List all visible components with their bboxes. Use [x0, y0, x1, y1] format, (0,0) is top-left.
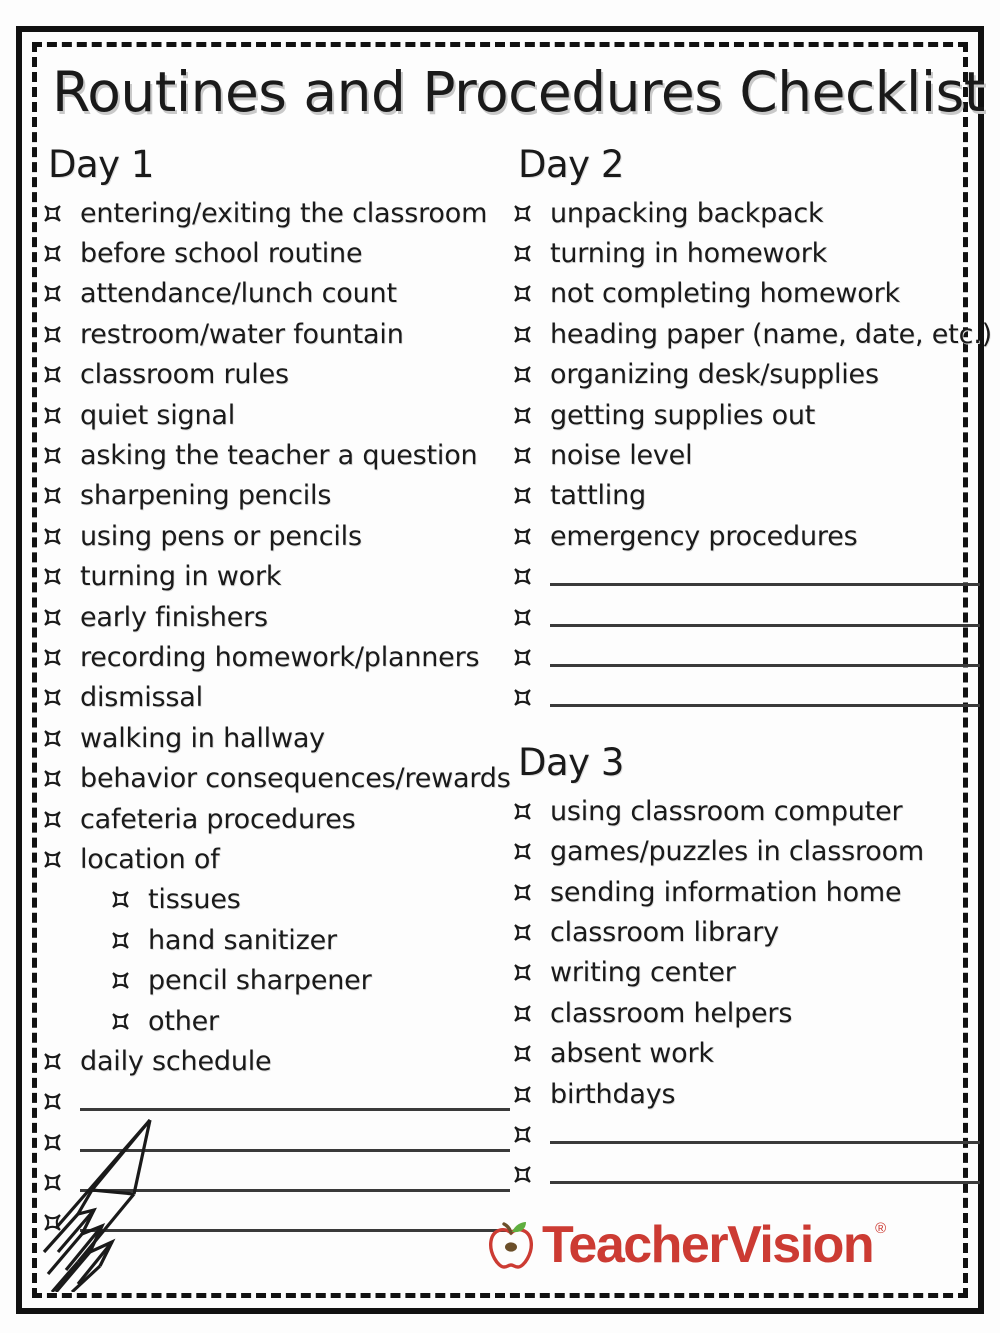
column-left: [44, 143, 514, 1243]
checklist-item-label: organizing desk/supplies: [550, 359, 879, 391]
checklist-item[interactable]: [514, 1033, 984, 1073]
checkbox-icon[interactable]: [44, 689, 61, 706]
checklist-item[interactable]: [514, 831, 984, 871]
checklist-item-label: walking in hallway: [80, 722, 325, 754]
write-in-row[interactable]: [44, 1122, 514, 1162]
checklist-item-label: birthdays: [550, 1078, 676, 1110]
write-in-row[interactable]: [44, 1162, 514, 1202]
checkbox-icon[interactable]: [44, 487, 61, 504]
section-heading-day-3: Day 3: [518, 741, 624, 785]
checklist-item-label: classroom rules: [80, 359, 289, 391]
section-heading-day-1: Day 1: [48, 143, 154, 186]
checkbox-icon[interactable]: [44, 285, 61, 302]
checkbox-icon[interactable]: [514, 843, 531, 860]
checkbox-icon[interactable]: [44, 811, 61, 828]
checklist-item-label: recording homework/planners: [80, 641, 480, 673]
checklist-item-label: using pens or pencils: [80, 520, 362, 552]
checklist-item[interactable]: [44, 193, 514, 233]
checklist-item[interactable]: [44, 1001, 514, 1041]
checkbox-icon[interactable]: [514, 803, 531, 820]
checklist-item[interactable]: [514, 872, 984, 912]
write-in-line[interactable]: [550, 1181, 980, 1184]
checkbox-icon[interactable]: [44, 447, 61, 464]
write-in-line[interactable]: [550, 664, 980, 667]
checklist-item-label: games/puzzles in classroom: [550, 836, 924, 868]
checklist-item-label: location of: [80, 843, 220, 875]
write-in-row[interactable]: [514, 1114, 984, 1154]
checklist-item-label: hand sanitizer: [148, 924, 337, 956]
checklist-item[interactable]: [44, 435, 514, 475]
checkbox-icon[interactable]: [44, 609, 61, 626]
checkbox-icon[interactable]: [44, 1174, 61, 1191]
write-in-line[interactable]: [80, 1229, 510, 1232]
checklist-item-label: dismissal: [80, 682, 203, 714]
checkbox-icon[interactable]: [44, 1053, 61, 1070]
checklist-item-label: sharpening pencils: [80, 480, 332, 512]
checklist-item-label: cafeteria procedures: [80, 803, 356, 835]
checkbox-icon[interactable]: [514, 285, 531, 302]
checklist-item-label: using classroom computer: [550, 795, 903, 827]
logo-wordmark: TeacherVision: [542, 1216, 874, 1274]
checklist-item[interactable]: [44, 839, 514, 879]
checkbox-icon[interactable]: [112, 1013, 129, 1030]
checkbox-icon[interactable]: [514, 407, 531, 424]
write-in-row[interactable]: [514, 637, 984, 677]
write-in-line[interactable]: [550, 1141, 980, 1144]
checklist-item-label: sending information home: [550, 876, 902, 908]
checklist-item-label: getting supplies out: [550, 399, 816, 431]
checklist-item[interactable]: [44, 799, 514, 839]
page-title: Routines and Procedures Checklist: [52, 60, 985, 124]
checklist-item[interactable]: [44, 395, 514, 435]
checklist-item[interactable]: [44, 960, 514, 1000]
checklist-item[interactable]: [514, 233, 984, 273]
checklist-item[interactable]: [44, 637, 514, 677]
checklist: [44, 193, 514, 1243]
write-in-line[interactable]: [550, 583, 980, 586]
write-in-line[interactable]: [80, 1149, 510, 1152]
write-in-line[interactable]: [80, 1108, 510, 1111]
write-in-row[interactable]: [44, 1203, 514, 1243]
checkbox-icon[interactable]: [44, 649, 61, 666]
checkbox-icon[interactable]: [44, 366, 61, 383]
teachervision-logo: [482, 1214, 886, 1276]
checklist-item[interactable]: [44, 355, 514, 395]
checkbox-icon[interactable]: [44, 1214, 61, 1231]
checkbox-icon[interactable]: [514, 924, 531, 941]
checkbox-icon[interactable]: [44, 568, 61, 585]
checklist-item[interactable]: [514, 516, 984, 556]
checklist-item[interactable]: [514, 791, 984, 831]
write-in-row[interactable]: [514, 557, 984, 597]
checkbox-icon[interactable]: [44, 528, 61, 545]
checklist-item[interactable]: [514, 435, 984, 475]
checkbox-icon[interactable]: [44, 205, 61, 222]
checklist-item[interactable]: [44, 274, 514, 314]
checklist-item-label: classroom library: [550, 916, 779, 948]
checkbox-icon[interactable]: [44, 1134, 61, 1151]
write-in-row[interactable]: [44, 1082, 514, 1122]
checkbox-icon[interactable]: [514, 245, 531, 262]
write-in-line[interactable]: [80, 1189, 510, 1192]
checkbox-icon[interactable]: [112, 972, 129, 989]
checklist-item[interactable]: [44, 718, 514, 758]
checklist-item-label: classroom helpers: [550, 997, 793, 1029]
checklist-item-label: pencil sharpener: [148, 965, 372, 997]
write-in-line[interactable]: [550, 624, 980, 627]
checklist-item[interactable]: [44, 597, 514, 637]
write-in-row[interactable]: [514, 1155, 984, 1195]
checkbox-icon[interactable]: [514, 1166, 531, 1183]
column-right: [514, 143, 992, 1195]
registered-mark: ®: [875, 1220, 887, 1237]
checklist-item-label: entering/exiting the classroom: [80, 197, 488, 229]
checklist-item-label: writing center: [550, 957, 736, 989]
checklist-item[interactable]: [514, 395, 984, 435]
checklist-item[interactable]: [514, 476, 984, 516]
checkbox-icon[interactable]: [514, 528, 531, 545]
write-in-row[interactable]: [514, 678, 984, 718]
checkbox-icon[interactable]: [514, 609, 531, 626]
worksheet-content: [44, 54, 992, 1286]
checkbox-icon[interactable]: [514, 649, 531, 666]
checklist-item-label: unpacking backpack: [550, 197, 824, 229]
checkbox-icon[interactable]: [44, 730, 61, 747]
checklist-item[interactable]: [44, 880, 514, 920]
checklist-item-label: tissues: [148, 884, 241, 916]
checklist-item-label: turning in homework: [550, 238, 828, 270]
checkbox-icon[interactable]: [514, 1045, 531, 1062]
checklist-item[interactable]: [44, 476, 514, 516]
apple-icon: [482, 1216, 540, 1274]
checklist: [514, 193, 992, 718]
checklist-item-label: restroom/water fountain: [80, 318, 404, 350]
checkbox-icon[interactable]: [44, 245, 61, 262]
checkbox-icon[interactable]: [112, 891, 129, 908]
checkbox-icon[interactable]: [514, 366, 531, 383]
checklist-item[interactable]: [44, 233, 514, 273]
checklist-item-label: early finishers: [80, 601, 268, 633]
checklist-item[interactable]: [44, 314, 514, 354]
checkbox-icon[interactable]: [44, 851, 61, 868]
checklist-item[interactable]: [514, 314, 992, 354]
checklist: [514, 791, 984, 1195]
checkbox-icon[interactable]: [514, 326, 531, 343]
checkbox-icon[interactable]: [514, 964, 531, 981]
checklist-item[interactable]: [514, 355, 984, 395]
checkbox-icon[interactable]: [514, 487, 531, 504]
checklist-item-label: before school routine: [80, 238, 363, 270]
checklist-item[interactable]: [514, 193, 984, 233]
write-in-row[interactable]: [514, 597, 984, 637]
checkbox-icon[interactable]: [514, 568, 531, 585]
checklist-item-label: tattling: [550, 480, 646, 512]
checklist-item-label: noise level: [550, 440, 693, 472]
checklist-item[interactable]: [514, 274, 984, 314]
checklist-item[interactable]: [44, 920, 514, 960]
checklist-item[interactable]: [514, 912, 984, 952]
checkbox-icon[interactable]: [514, 205, 531, 222]
checkbox-icon[interactable]: [44, 1093, 61, 1110]
checklist-item-label: absent work: [550, 1038, 714, 1070]
checkbox-icon[interactable]: [514, 447, 531, 464]
checkbox-icon[interactable]: [514, 884, 531, 901]
checklist-item-label: asking the teacher a question: [80, 440, 478, 472]
checklist-item-label: not completing homework: [550, 278, 900, 310]
section-heading-day-2: Day 2: [518, 143, 624, 186]
checklist-item-label: attendance/lunch count: [80, 278, 397, 310]
checklist-item-label: emergency procedures: [550, 520, 858, 552]
checklist-item[interactable]: [44, 758, 514, 798]
checklist-item[interactable]: [514, 1074, 984, 1114]
checklist-item-label: daily schedule: [80, 1045, 272, 1077]
checklist-item[interactable]: [44, 678, 514, 718]
checkbox-icon[interactable]: [44, 770, 61, 787]
checkbox-icon[interactable]: [44, 326, 61, 343]
checkbox-icon[interactable]: [514, 1126, 531, 1143]
checkbox-icon[interactable]: [44, 407, 61, 424]
checklist-item-label: heading paper (name, date, etc.): [550, 318, 992, 350]
checklist-item[interactable]: [514, 953, 984, 993]
checklist-item-label: turning in work: [80, 561, 282, 593]
checklist-item[interactable]: [514, 993, 984, 1033]
checklist-item-label: quiet signal: [80, 399, 235, 431]
checklist-item-label: behavior consequences/rewards: [80, 763, 511, 795]
checklist-item[interactable]: [44, 516, 514, 556]
checklist-item[interactable]: [44, 557, 514, 597]
checkbox-icon[interactable]: [514, 1005, 531, 1022]
checklist-item-label: other: [148, 1005, 219, 1037]
write-in-line[interactable]: [550, 704, 980, 707]
checkbox-icon[interactable]: [514, 1086, 531, 1103]
checkbox-icon[interactable]: [112, 932, 129, 949]
checklist-item[interactable]: [44, 1041, 514, 1081]
checkbox-icon[interactable]: [514, 689, 531, 706]
